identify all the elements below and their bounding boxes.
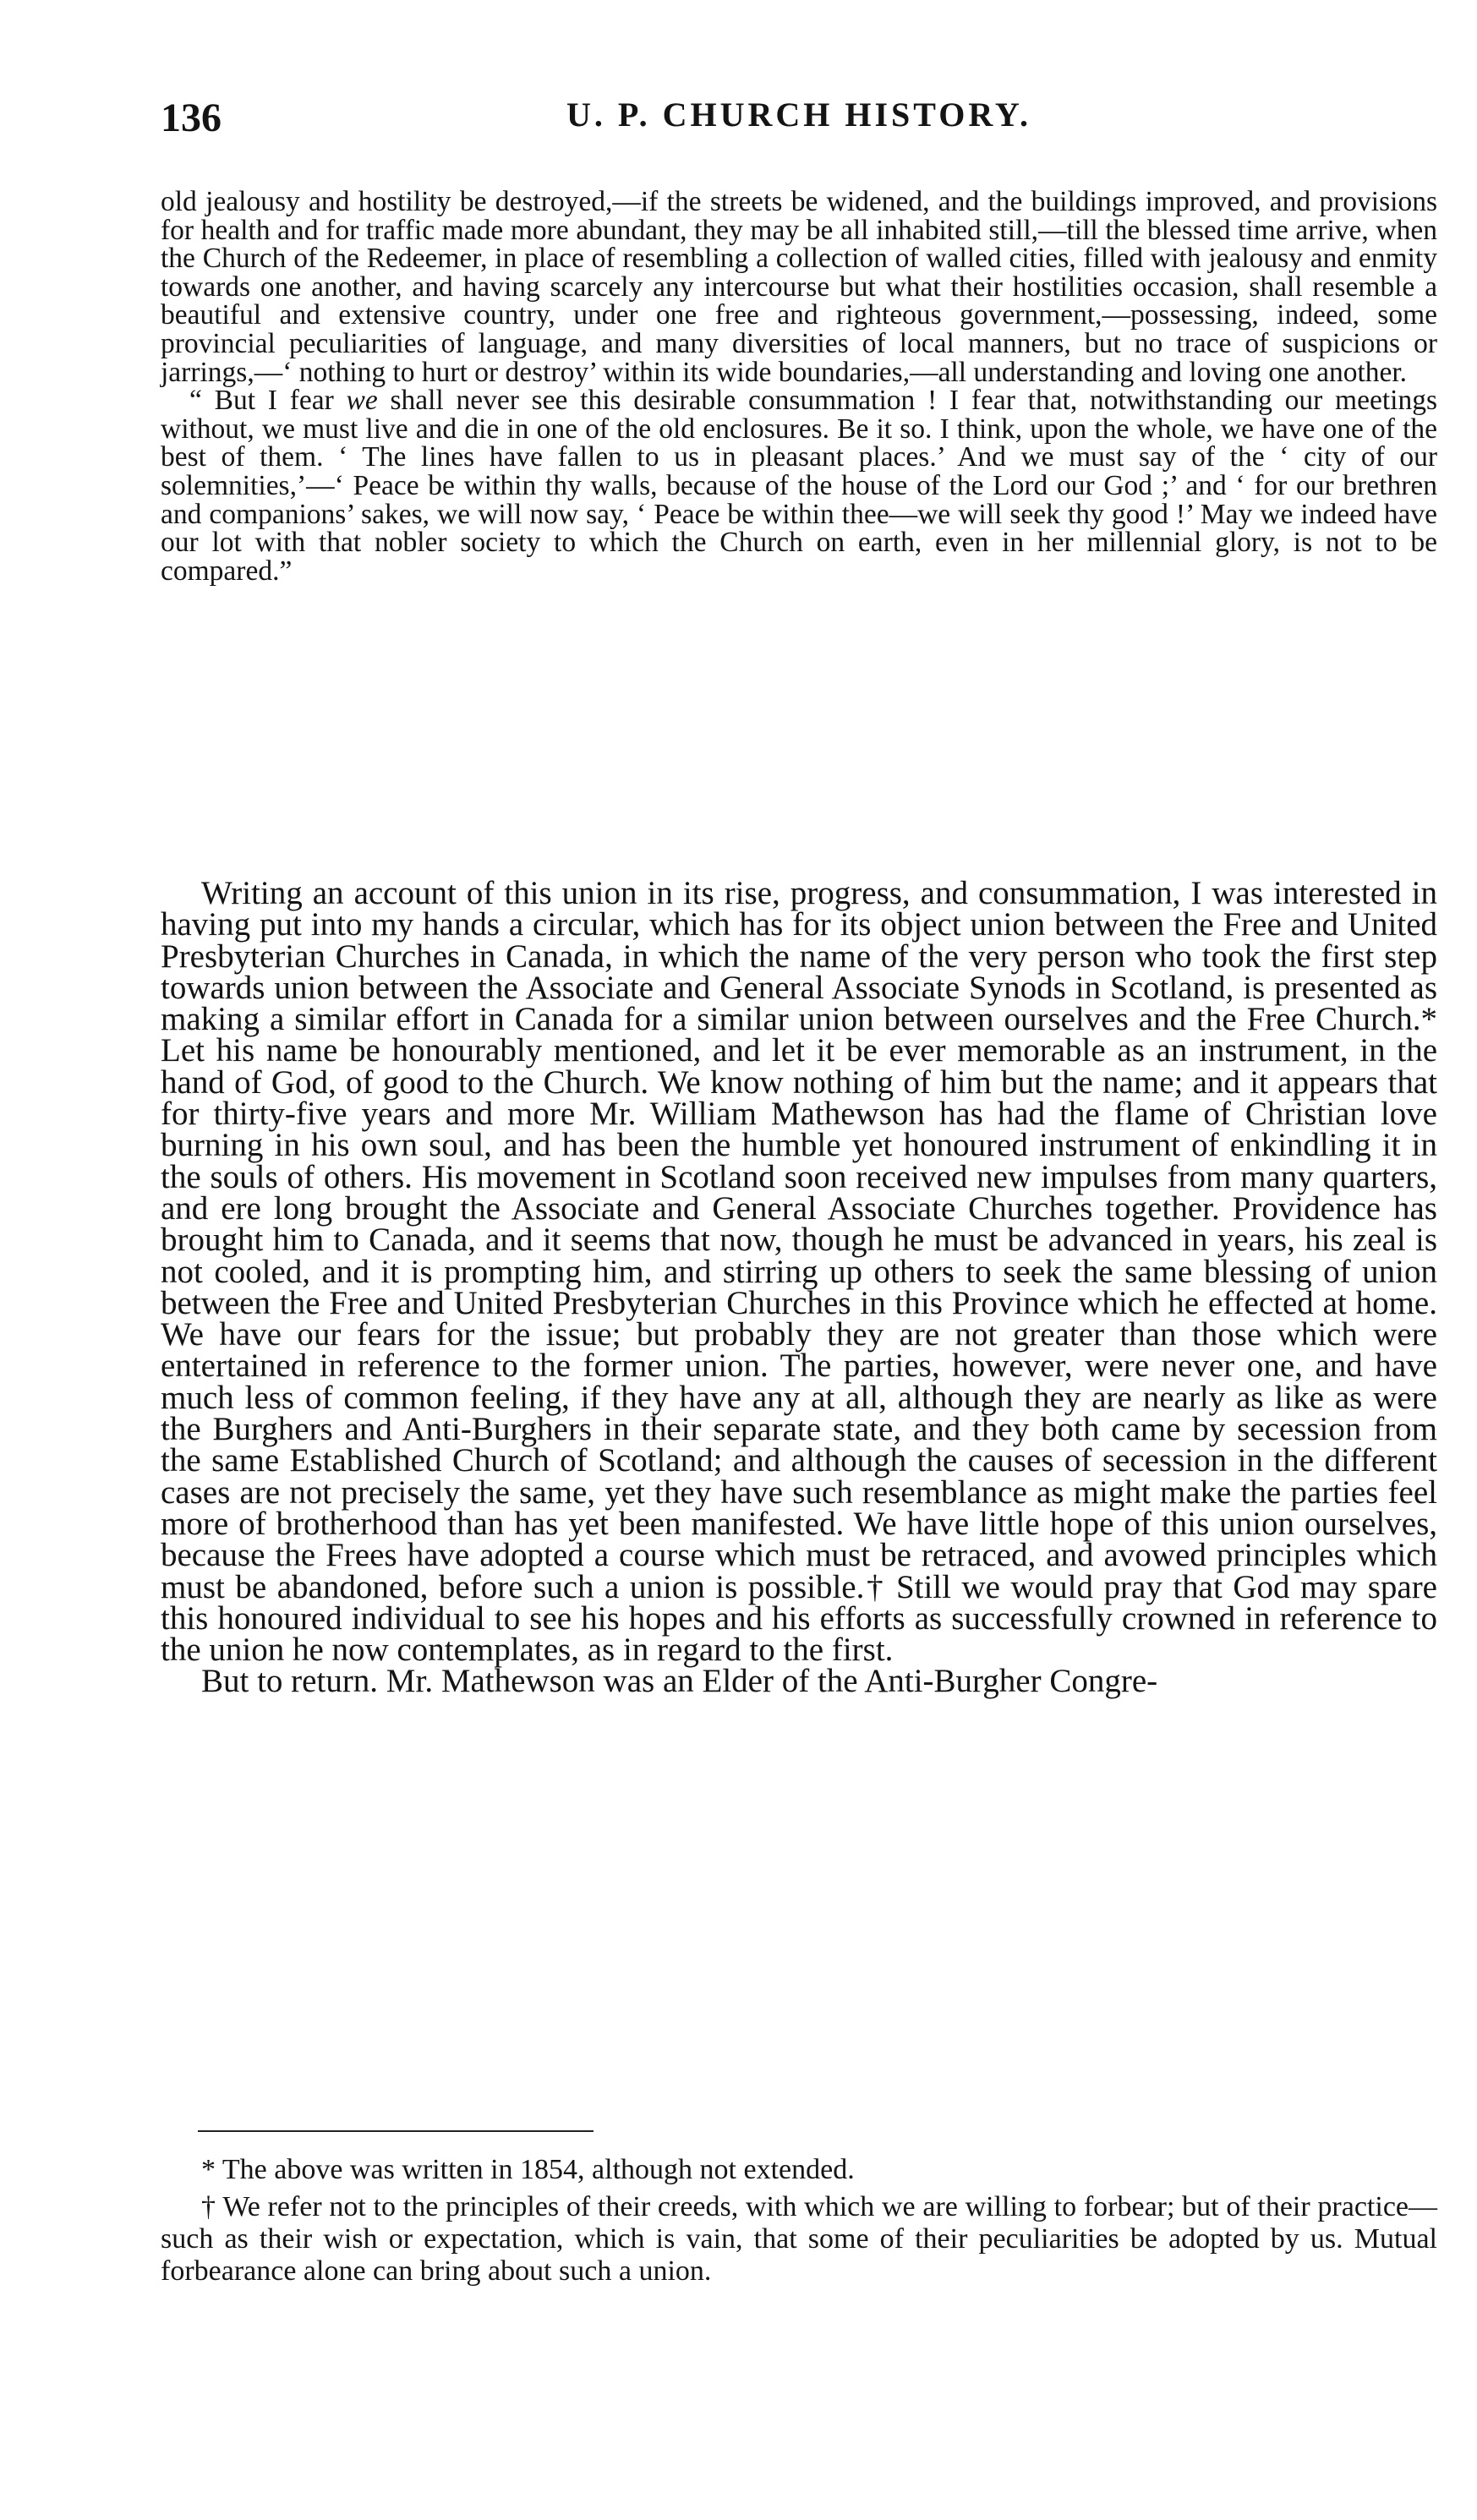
main-text — [161, 875, 1437, 1700]
footnote-rule — [198, 2130, 594, 2132]
footnotes — [161, 2154, 1437, 2293]
running-title: U. P. CHURCH HISTORY. — [566, 96, 1032, 134]
page-number: 136 — [161, 96, 222, 140]
page-header — [161, 95, 1437, 145]
quote-text: “ But I fear — [189, 385, 347, 417]
quote-paragraph — [161, 386, 1437, 585]
body-paragraph: But to return. Mr. Mathewson was an Elder of the Anti-Burgher Congre- — [201, 1663, 1158, 1700]
quote-text: shall never see this desirable consummation ! I fear that, notwithstanding our meetings without, we must live and die in one of the old enclosures. Be it so. I think, upon the whole, we have one of the best of them. ‘ The lines have fallen to us in pleasant places.’ And we must say of the ‘ city of our solemnities,’—‘ Peace be within thy walls, because of the house of the Lord our God ;’ and ‘ for our brethren and companions’ sakes, we will now say, ‘ Peace be within thee—we will seek thy good !’ May we indeed have our lot with that nobler society to which the Church on earth, even in her millennial glory, is not to be compared.” — [161, 385, 1437, 587]
footnote: * The above was written in 1854, although not extended. — [201, 2154, 855, 2185]
quote-paragraph: old jealousy and hostility be destroyed,—if the streets be widened, and the buildings improved, and provisions for health and for traffic made more abundant, they may be all inhabited still,—till the blessed time arrive, when the Church of the Redeemer, in place of resembling a collection of walled cities, filled with jealousy and enmity towards one another, and having scarcely any intercourse but what their hostilities occasion, shall resemble a beautiful and extensive country, under one free and righteous government,—possessing, indeed, some provincial peculiarities of language, and many diversities of local manners, but no trace of suspicions or jarrings,—‘ nothing to hurt or destroy’ within its wide boundaries,—all understanding and loving one another. — [161, 186, 1437, 388]
quote-emphasis: we — [346, 385, 378, 417]
footnote: † We refer not to the principles of their creeds, with which we are willing to forbear; but of their practice—such as their wish or expectation, which is vain, that some of their peculiarities be adopted by us. Mutual forbearance alone can bring about such a union. — [161, 2191, 1437, 2287]
quoted-passage — [161, 188, 1437, 585]
body-paragraph: Writing an account of this union in its rise, progress, and consummation, I was interested in having put into my hands a circular, which has for its object union between the Free and United Presbyterian Churches in Canada, in which the name of the very person who took the first step towards union between the Associate and General Associate Synods in Scotland, is presented as making a similar effort in Canada for a similar union between ourselves and the Free Church.* Let his name be honourably mentioned, and let it be ever memorable as an instrument, in the hand of God, of good to the Church. We know nothing of him but the name; and it appears that for thirty-five years and more Mr. William Mathewson has had the flame of Christian love burning in his own soul, and has been the humble yet honoured instrument of enkindling it in the souls of others. His movement in Scotland soon received new impulses from many quarters, and ere long brought the Associate and General Associate Churches together. Providence has brought him to Canada, and it seems that now, though he must be advanced in years, his zeal is not cooled, and it is prompting him, and stirring up others to seek the same blessing of union between the Free and United Presbyterian Churches in this Province which he effected at home. We have our fears for the issue; but probably they are not greater than those which were entertained in reference to the former union. The parties, however, were never one, and have much less of common feeling, if they have any at all, although they are nearly as like as were the Burghers and Anti-Burghers in their separate state, and they both came by secession from the same Established Church of Scotland; and although the causes of secession in the different cases are not precisely the same, yet they have such resemblance as might make the parties feel more of brotherhood than has yet been manifested. We have little hope of this union ourselves, because the Frees have adopted a course which must be retraced, and avowed principles which must be abandoned, before such a union is possible.† Still we would pray that God may spare this honoured individual to see his hopes and his efforts as successfully crowned in reference to the union he now contemplates, as in regard to the first. — [161, 875, 1437, 1669]
